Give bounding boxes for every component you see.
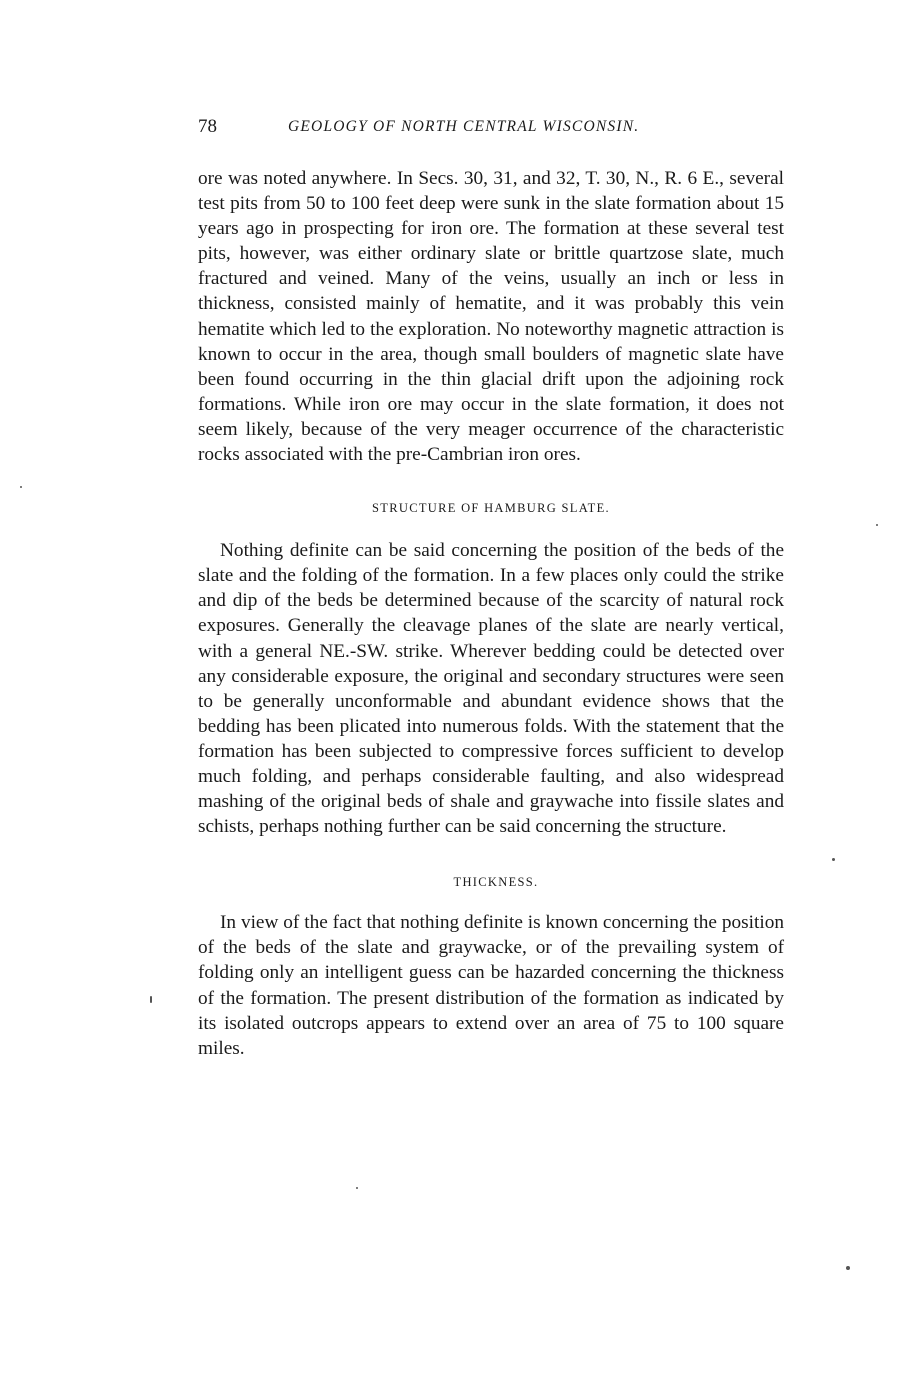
scan-speck: [832, 858, 835, 861]
scan-speck: [20, 486, 22, 488]
scan-speck: [356, 1187, 358, 1189]
page-number: 78: [198, 116, 217, 137]
paragraph-ore-exploration: ore was noted anywhere. In Secs. 30, 31, and 32, T. 30, N., R. 6 E., several test pits from 50 to 100 feet deep were sunk in the slate formation about 15 years ago in prospecting for iron ore. The formation at these several test pits, however, was either ordinary slate or brittle quartzose slate, much fractured and veined. Many of the veins, usually an inch or less in thickness, consisted mainly of hematite, and it was probably this vein hematite which led to the exploration. No noteworthy magnetic attraction is known to occur in the area, though small boulders of magnetic slate have been found occurring in the thin glacial drift upon the adjoining rock formations. While iron ore may occur in the slate formation, it does not seem likely, because of the very meager occurrence of the characteristic rocks associated with the pre-Cambrian iron ores.: [198, 168, 784, 466]
paragraph-thickness: In view of the fact that nothing definite is known concerning the position of the beds of the slate and graywacke, or of the prevailing system of folding only an intelligent guess can be hazarded concerning the thickness of the formation. The present distribution of the formation as indicated by its isolated outcrops appears to extend over an area of 75 to 100 square miles.: [198, 912, 784, 1059]
scan-speck: [876, 524, 878, 526]
scan-speck: [846, 1266, 850, 1270]
running-title: GEOLOGY OF NORTH CENTRAL WISCONSIN.: [288, 118, 640, 135]
document-page: [198, 112, 784, 1061]
page-header: [198, 112, 784, 142]
scan-speck: [150, 996, 152, 1003]
paragraph-structure: Nothing definite can be said concerning the position of the beds of the slate and the folding of the formation. In a few places only could the strike and dip of the beds be determined because of the scarcity of natural rock exposures. Generally the cleavage planes of the slate are nearly vertical, with a general NE.-SW. strike. Wherever bedding could be detected over any considerable exposure, the original and secondary structures were seen to be generally unconformable and abundant evidence shows that the bedding has been plicated into numerous folds. With the statement that the formation has been subjected to compressive forces sufficient to develop much folding, and perhaps considerable faulting, and also widespread mashing of the original beds of shale and graywache into fissile slates and schists, perhaps nothing further can be said concerning the structure.: [198, 540, 784, 838]
section-heading-structure: STRUCTURE OF HAMBURG SLATE.: [372, 501, 610, 516]
section-heading-thickness: THICKNESS.: [453, 875, 539, 890]
